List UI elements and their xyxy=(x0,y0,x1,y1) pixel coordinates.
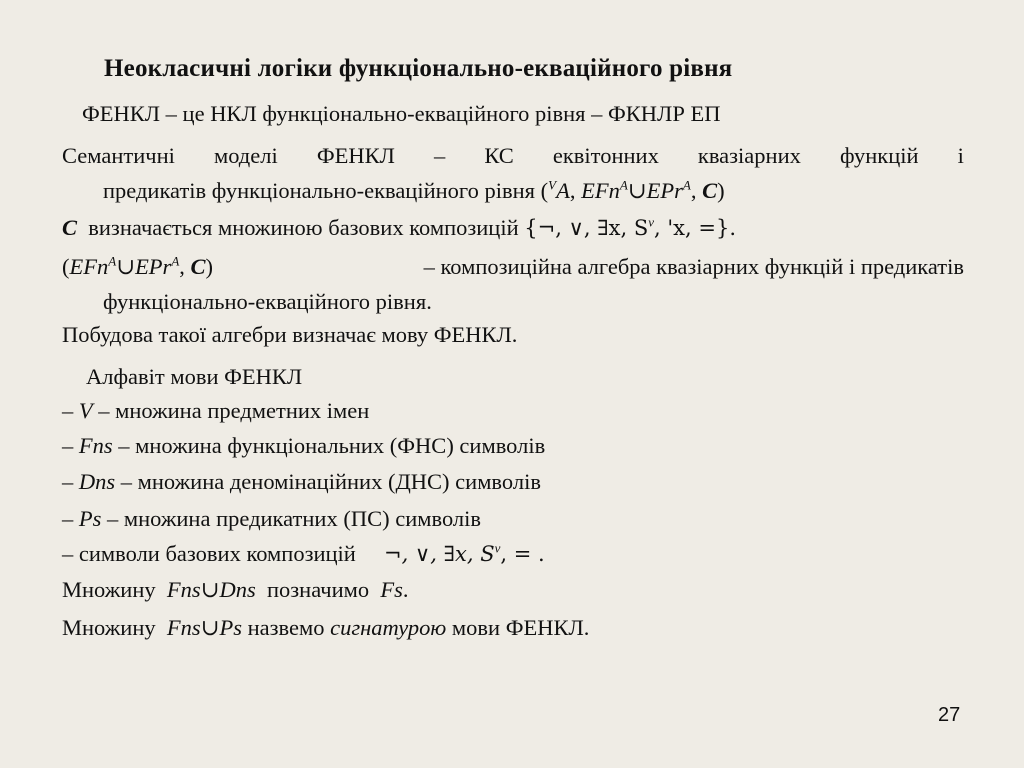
line-text: позначимо xyxy=(266,577,370,602)
signature-line xyxy=(62,614,589,642)
alphabet-heading: Алфавіт мови ФЕНКЛ xyxy=(86,364,303,389)
word: еквітонних xyxy=(552,143,659,168)
word: Семантичні xyxy=(62,143,175,168)
math-superscript: A xyxy=(171,253,180,269)
math-symbol: Fs xyxy=(380,577,403,602)
math-symbol: Fns∪Dns xyxy=(166,577,256,602)
math-superscript: V xyxy=(548,177,557,193)
math-symbol: EPr xyxy=(646,178,683,203)
alphabet-item xyxy=(62,505,481,533)
algebra-text: – композиційна алгебра квазіарних функцій і предикатів xyxy=(423,254,964,279)
math-symbol: EFn xyxy=(581,178,620,203)
math-set-rest: , = . xyxy=(500,542,545,566)
item-text: – множина предметних імен xyxy=(92,398,370,423)
math-superscript: A xyxy=(682,177,691,193)
word: КС xyxy=(484,143,514,168)
math-superscript: v xyxy=(648,214,655,230)
math-superscript: A xyxy=(108,253,117,269)
math-symbol: C xyxy=(702,178,718,203)
line-text: назвемо xyxy=(247,615,325,640)
alphabet-item xyxy=(62,468,541,496)
item-text: – множина функціональних (ФНС) символів xyxy=(112,433,546,458)
dash: – xyxy=(62,506,74,531)
word: і xyxy=(957,143,964,168)
line-text: мови ФЕНКЛ. xyxy=(451,615,590,640)
continuation-text: предикатів функціонально-екваційного рівня ( xyxy=(103,178,549,203)
word: ФЕНКЛ xyxy=(316,143,395,168)
math-symbol: Fns xyxy=(78,433,113,458)
alphabet-item xyxy=(62,432,545,460)
paren: ) xyxy=(205,254,214,279)
math-symbol: Fns∪Ps xyxy=(166,615,242,640)
dash: – xyxy=(62,469,74,494)
item-text: – множина деномінаційних (ДНС) символів xyxy=(115,469,541,494)
build-line: Побудова такої алгебри визначає мову ФЕНКЛ. xyxy=(62,322,518,347)
period: . xyxy=(402,577,409,602)
composition-line xyxy=(62,214,736,242)
semantic-models-continuation: предикатів функціонально-екваційного рівня ($^V$A, EFn$^A$∪EPr$^A$, C) xyxy=(103,177,725,203)
paren: ( xyxy=(62,254,70,279)
algebra-line xyxy=(62,253,964,281)
semantic-models-line xyxy=(62,142,964,170)
fs-line xyxy=(62,576,409,604)
math-set: {¬, ∨, ∃x, S xyxy=(524,216,649,240)
math-superscript: v xyxy=(494,540,501,556)
word: функцій xyxy=(839,143,919,168)
alphabet-item xyxy=(62,397,369,425)
math-set: ¬, ∨, ∃x, S xyxy=(383,542,495,566)
math-set-rest: , 'x, =}. xyxy=(654,216,736,240)
dash: – xyxy=(62,433,74,458)
word: моделі xyxy=(213,143,278,168)
definition-line: ФЕНКЛ – це НКЛ функціонально-екваційного рівня – ФКНЛР ЕП xyxy=(82,101,721,126)
line-text: Множину xyxy=(62,577,156,602)
math-symbol: C xyxy=(190,254,206,279)
emphasis-text: сигнатурою xyxy=(330,615,447,640)
item-text: – символи базових композицій xyxy=(62,541,356,566)
math-symbol: EPr xyxy=(135,254,172,279)
slide-title: Неокласичні логіки функціонально-екваційного рівня xyxy=(104,55,733,82)
math-symbol: C xyxy=(62,215,78,240)
alphabet-item-symbols xyxy=(62,540,545,568)
paren: ) xyxy=(717,178,725,203)
word: – xyxy=(433,143,446,168)
word: квазіарних xyxy=(697,143,801,168)
math-symbol: EFn xyxy=(69,254,109,279)
composition-text: визначається множиною базових композицій xyxy=(88,215,519,240)
comma: , xyxy=(690,178,697,203)
math-superscript: A xyxy=(619,177,628,193)
dash: – xyxy=(62,398,74,423)
item-text: – множина предикатних (ПС) символів xyxy=(101,506,481,531)
union-symbol: ∪ xyxy=(627,178,647,203)
union-symbol: ∪ xyxy=(116,254,136,279)
page-number: 27 xyxy=(938,704,961,726)
algebra-continuation: функціонально-екваційного рівня. xyxy=(103,289,432,314)
line-text: Множину xyxy=(62,615,156,640)
comma: , xyxy=(179,254,185,279)
algebra-tuple xyxy=(62,253,213,281)
math-symbol: Ps xyxy=(78,506,102,531)
math-symbol: Dns xyxy=(78,469,116,494)
math-symbol: V xyxy=(78,398,93,423)
math-symbol: A xyxy=(556,178,570,203)
